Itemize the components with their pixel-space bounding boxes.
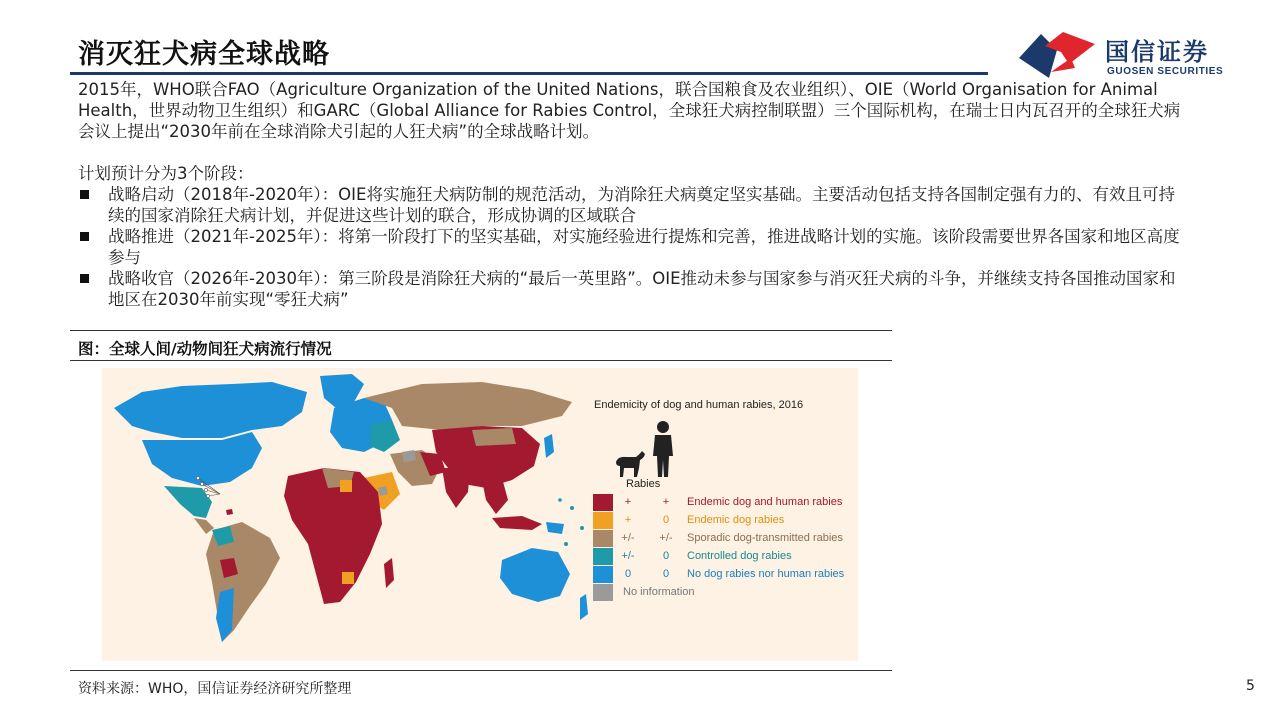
caption-divider: [70, 360, 892, 361]
region-indochina: [482, 478, 508, 514]
legend-item: [593, 584, 858, 602]
legend-dog-value: 0: [624, 568, 632, 580]
region-new-guinea: [546, 522, 564, 534]
phases-heading: 计划预计分为3个阶段：: [78, 164, 254, 183]
legend-dog-value: +/-: [621, 532, 635, 544]
legend-item: [593, 512, 858, 530]
region-mongolia: [472, 428, 516, 446]
page-number: 5: [1246, 678, 1255, 694]
bullet-square-icon: [80, 232, 89, 241]
region-new-zealand: [580, 594, 588, 620]
legend-label: Controlled dog rabies: [687, 550, 792, 562]
body-text: [78, 79, 1188, 310]
legend-dog-value: +/-: [621, 550, 635, 562]
company-logo: [1015, 26, 1235, 82]
legend-label: No dog rabies nor human rabies: [687, 568, 845, 580]
legend-swatch: [593, 494, 613, 511]
person-icon: [652, 420, 674, 478]
list-item: [78, 226, 1188, 268]
figure-top-divider: [70, 330, 892, 331]
guosen-logo-icon: [1015, 28, 1099, 80]
legend-label: Sporadic dog-transmitted rabies: [687, 532, 843, 544]
legend-dog-value: +: [624, 496, 632, 508]
legend-label: Endemic dog and human rabies: [687, 496, 843, 508]
map-title: Endemicity of dog and human rabies, 2016: [594, 399, 804, 411]
phase-list: [78, 184, 1188, 310]
region-no-info: [402, 450, 416, 462]
rabies-world-map-figure: [102, 368, 858, 661]
legend-label: Endemic dog rabies: [687, 514, 785, 526]
page-title: 消灭狂犬病全球战略: [78, 39, 330, 70]
region-usa: [142, 432, 262, 486]
phase-text: 战略启动（2018年-2020年）：OIE将实施狂犬病防制的规范活动，为消除狂犬病奠定坚实基础。主要活动包括支持各国制定强有力的、有效且可持续的国家消除狂犬病计划，并促进这些计划的联合，形成协调的区域联合: [108, 185, 1175, 225]
legend-item: [593, 566, 858, 584]
region-japan: [544, 434, 554, 458]
legend-human-value: 0: [662, 568, 670, 580]
region-africa: [284, 468, 382, 604]
world-map: [102, 368, 592, 661]
region-australia: [500, 548, 570, 602]
legend-dog-value: +: [624, 514, 632, 526]
region-indonesia: [492, 516, 542, 530]
region-libya: [340, 480, 352, 492]
legend-swatch: [593, 530, 613, 547]
region-india: [442, 468, 470, 508]
region-haiti: [226, 509, 233, 515]
title-divider: [70, 72, 988, 75]
bullet-square-icon: [80, 274, 89, 283]
legend-human-value: +: [662, 496, 670, 508]
legend-label: No information: [623, 586, 695, 598]
list-item: [78, 268, 1188, 310]
legend-item: [593, 530, 858, 548]
region-russia: [364, 382, 572, 430]
legend-item: [593, 548, 858, 566]
list-item: [78, 184, 1188, 226]
legend-swatch: [593, 584, 613, 601]
source-note: 资料来源：WHO，国信证券经济研究所整理: [78, 681, 352, 697]
legend-swatch: [593, 566, 613, 583]
region-botswana: [342, 572, 354, 584]
region-madagascar: [384, 558, 394, 588]
legend-human-value: +/-: [659, 532, 673, 544]
phase-text: 战略收官（2026年-2030年）：第三阶段是消除狂犬病的“最后一英里路”。OIE推动未参与国家参与消灭狂犬病的斗争，并继续支持各国推动国家和地区在2030年前实现“零狂犬病”: [108, 269, 1176, 309]
legend-swatch: [593, 512, 613, 529]
region-central-america: [194, 518, 214, 534]
legend-item: [593, 494, 858, 512]
figure-caption: 图：全球人间/动物间狂犬病流行情况: [78, 340, 332, 358]
bullet-square-icon: [80, 190, 89, 199]
legend-swatch: [593, 548, 613, 565]
dog-icon: [612, 448, 646, 478]
legend-human-value: 0: [662, 550, 670, 562]
region-eastern-europe: [370, 420, 400, 452]
logo-text-en: GUOSEN SECURITIES: [1107, 66, 1224, 77]
footer-divider: [70, 670, 892, 671]
legend-human-value: 0: [662, 514, 670, 526]
intro-paragraph: 2015年，WHO联合FAO（Agriculture Organization of the United Nations，联合国粮食及农业组织）、OIE（World Organisation for Animal Health，世界动物卫生组织）和GARC（Global Alliance for Rabies Control，全球狂犬病控制联盟）三个国际机构，在瑞士日内瓦召开的全球狂犬病会议上提出“2030年前在全球消除犬引起的人狂犬病”的全球战略计划。: [78, 80, 1181, 141]
phase-text: 战略推进（2021年-2025年）：将第一阶段打下的坚实基础，对实施经验进行提炼和完善，推进战略计划的实施。该阶段需要世界各国家和地区高度参与: [108, 227, 1180, 267]
region-north-america-north: [114, 382, 307, 438]
logo-text-cn: 国信证券: [1105, 38, 1209, 66]
rabies-label: Rabies: [626, 478, 661, 490]
